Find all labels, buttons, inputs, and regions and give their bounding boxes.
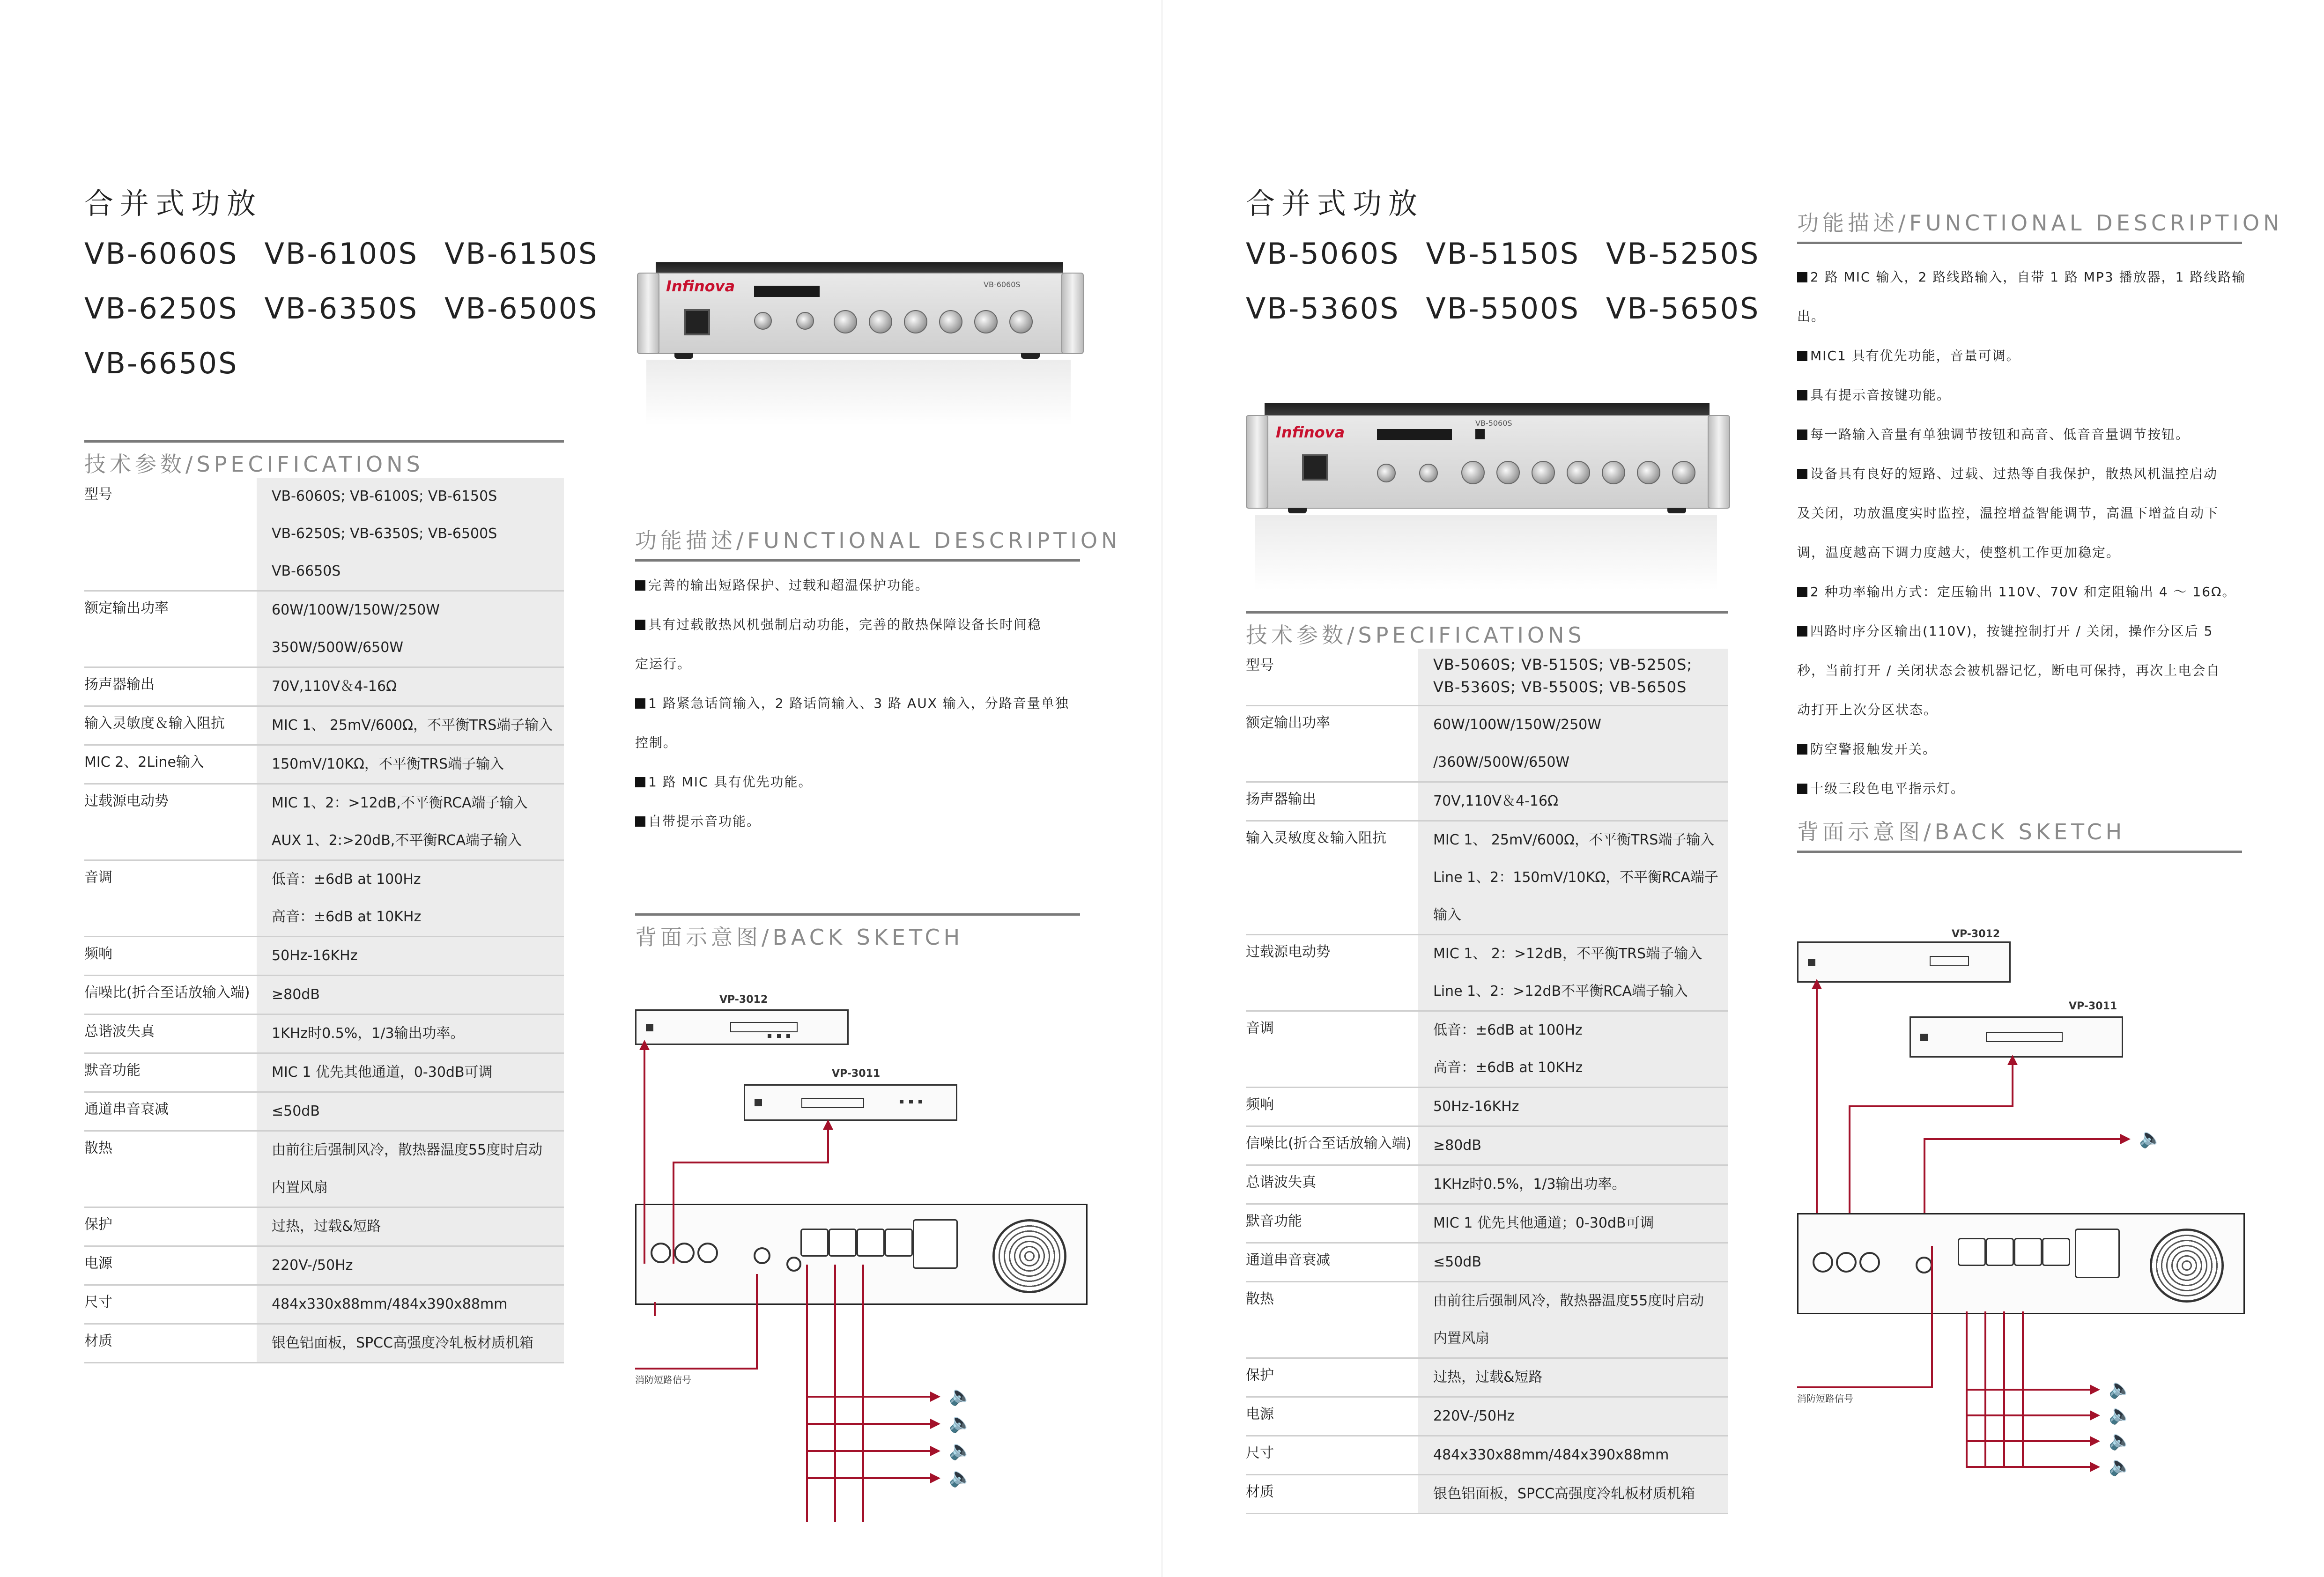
- spec-value-line: 银色铝面板，SPCC高强度冷轧板材质机箱: [272, 1335, 534, 1351]
- model-name: VB-5360S: [1246, 291, 1400, 326]
- function-item: [1797, 454, 2256, 494]
- model-row: [1246, 237, 1786, 291]
- spec-value: [1418, 782, 1728, 821]
- square-bullet-icon: [1797, 272, 1807, 282]
- spec-value: [1418, 1282, 1728, 1358]
- function-text: 秒，当前打开 / 关闭状态会被机器记忆，断电可保持，再次上电会自: [1797, 663, 2220, 678]
- spec-value: [257, 784, 564, 860]
- function-text: 及关闭，功放温度实时监控，温控增益智能调节，高温下增益自动下: [1797, 505, 2219, 521]
- spec-label: 材质: [84, 1324, 257, 1363]
- specifications-table: [84, 478, 564, 1363]
- spec-value-line: ≤50dB: [272, 1103, 320, 1119]
- power-switch-icon: [684, 309, 710, 335]
- spec-label: 电源: [84, 1246, 257, 1285]
- spec-label: 输入灵敏度＆输入阻抗: [1246, 821, 1418, 935]
- spec-row: [84, 976, 564, 1014]
- model-row: [84, 237, 624, 291]
- spec-value-line: VB-6650S: [272, 563, 341, 579]
- spec-label: 过载源电动势: [1246, 935, 1418, 1011]
- speaker-icon: 🔈: [2109, 1455, 2132, 1477]
- spec-label: 额定输出功率: [1246, 706, 1418, 782]
- spec-value-line: VB-5060S; VB-5150S; VB-5250S;: [1433, 656, 1693, 674]
- vp3011-unit: [1910, 1016, 2123, 1058]
- vp3011-label: VP-3011: [2069, 1000, 2117, 1012]
- spec-value: [257, 1092, 564, 1131]
- speaker-icon: 🔈: [2139, 1127, 2162, 1149]
- speaker-icon: 🔈: [949, 1385, 972, 1407]
- spec-row: [84, 706, 564, 745]
- spec-row: [1246, 1243, 1728, 1282]
- spec-value: [1418, 1397, 1728, 1436]
- speaker-icon: 🔈: [949, 1466, 972, 1488]
- spec-label: 音调: [84, 860, 257, 937]
- spec-value: [257, 591, 564, 667]
- function-text: 设备具有良好的短路、过载、过热等自我保护，散热风机温控启动: [1810, 466, 2218, 481]
- spec-label: 通道串音衰减: [84, 1092, 257, 1131]
- right-page: [1162, 0, 2324, 1577]
- function-text: 四路时序分区输出(110V)，按键控制打开 / 关闭，操作分区后 5: [1810, 623, 2213, 639]
- series-title: 合并式功放: [84, 186, 263, 221]
- spec-value-line: Line 1、2：>12dB不平衡RCA端子输入: [1433, 983, 1688, 1000]
- spec-value-line: 50Hz-16KHz: [1433, 1098, 1519, 1115]
- function-item: [635, 802, 1085, 841]
- square-bullet-icon: [635, 580, 645, 591]
- function-item: [1797, 730, 2256, 769]
- model-name: VB-6500S: [444, 291, 599, 326]
- spec-value-line: 70V,110V＆4-16Ω: [1433, 793, 1559, 809]
- model-name: VB-5650S: [1606, 291, 1760, 326]
- spec-value-line: 484x330x88mm/484x390x88mm: [272, 1296, 508, 1312]
- spec-value-line: Line 1、2：150mV/10KΩ，不平衡RCA端子输入: [1433, 869, 1718, 923]
- square-bullet-icon: [1797, 351, 1807, 361]
- spec-value: [257, 1053, 564, 1092]
- cooling-fan-icon: [992, 1219, 1066, 1293]
- specifications-heading: 技术参数/SPECIFICATIONS: [1246, 611, 1728, 649]
- square-bullet-icon: [635, 620, 645, 630]
- spec-value-line: MIC 1、2：>12dB,不平衡RCA端子输入: [272, 795, 528, 811]
- spec-value-line: 1KHz时0.5%，1/3输出功率。: [272, 1025, 465, 1042]
- spec-value: [1418, 1475, 1728, 1514]
- vp3012-label: VP-3012: [1952, 928, 2000, 940]
- model-list: [84, 237, 624, 401]
- speaker-icon: 🔈: [949, 1412, 972, 1434]
- function-item: [1797, 258, 2256, 336]
- amplifier-back-panel: [1797, 1213, 2245, 1314]
- spec-row: [84, 1207, 564, 1246]
- amplifier-front-image: [637, 262, 1082, 431]
- function-text: 定运行。: [635, 656, 692, 672]
- spec-row: [1246, 821, 1728, 935]
- spec-value: [257, 1014, 564, 1053]
- spec-value-line: 高音：±6dB at 10KHz: [1433, 1059, 1583, 1076]
- function-item: [1797, 690, 2256, 730]
- spec-row: [1246, 1475, 1728, 1514]
- fire-signal-note: 消防短路信号: [635, 1374, 691, 1385]
- spec-value: [1418, 1358, 1728, 1397]
- spec-value-line: 银色铝面板，SPCC高强度冷轧板材质机箱: [1433, 1486, 1695, 1502]
- model-name: VB-6100S: [264, 237, 418, 271]
- specifications-heading: 技术参数/SPECIFICATIONS: [84, 440, 564, 478]
- model-name: VB-6350S: [264, 291, 418, 326]
- spec-label: 默音功能: [84, 1053, 257, 1092]
- vp3011-label: VP-3011: [832, 1068, 881, 1080]
- spec-value: [257, 745, 564, 784]
- spec-row: [84, 745, 564, 784]
- device-model-label: VB-6060S: [984, 280, 1021, 289]
- function-item: [1797, 336, 2256, 376]
- spec-label: 音调: [1246, 1011, 1418, 1088]
- fire-signal-note: 消防短路信号: [1797, 1393, 1853, 1404]
- functional-description-heading: 功能描述/FUNCTIONAL DESCRIPTION: [635, 524, 1080, 562]
- spec-value-line: VB-6250S; VB-6350S; VB-6500S: [272, 526, 497, 542]
- spec-value: [1418, 1243, 1728, 1282]
- spec-value: [1418, 935, 1728, 1011]
- spec-value-line: MIC 1、 25mV/600Ω，不平衡TRS端子输入: [272, 717, 553, 733]
- functional-description-list: [1797, 258, 2256, 808]
- spec-row: [84, 937, 564, 976]
- model-name: VB-6250S: [84, 291, 238, 326]
- square-bullet-icon: [1797, 469, 1807, 479]
- spec-row: [1246, 1165, 1728, 1204]
- spec-row: [84, 1014, 564, 1053]
- specifications-table: [1246, 649, 1728, 1514]
- functional-description-list: [635, 566, 1085, 841]
- spec-value-line: VB-5360S; VB-5500S; VB-5650S: [1433, 678, 1687, 696]
- model-name: VB-5500S: [1426, 291, 1580, 326]
- spec-label: 通道串音衰减: [1246, 1243, 1418, 1282]
- function-text: 具有过载散热风机强制启动功能，完善的散热保障设备长时间稳: [648, 617, 1042, 632]
- vp3011-unit: [744, 1084, 957, 1121]
- spec-value: [257, 1285, 564, 1324]
- function-item: [1797, 533, 2256, 572]
- amplifier-back-panel: [635, 1204, 1088, 1305]
- spec-value: [1418, 1165, 1728, 1204]
- spec-label: 散热: [1246, 1282, 1418, 1358]
- function-item: [635, 644, 1085, 684]
- spec-label: 材质: [1246, 1475, 1418, 1514]
- spec-value: [1418, 1436, 1728, 1475]
- function-text: 动打开上次分区状态。: [1797, 702, 1938, 718]
- spec-row: [1246, 706, 1728, 782]
- function-text: 1 路紧急话筒输入，2 路话筒输入、3 路 AUX 输入，分路音量单独: [648, 696, 1069, 711]
- spec-label: 频响: [1246, 1088, 1418, 1126]
- function-item: [1797, 612, 2256, 651]
- spec-value-line: AUX 1、2:>20dB,不平衡RCA端子输入: [272, 832, 522, 849]
- function-item: [635, 566, 1085, 605]
- device-model-label: VB-5060S: [1475, 419, 1512, 428]
- square-bullet-icon: [1797, 784, 1807, 794]
- spec-value-line: 高音：±6dB at 10KHz: [272, 909, 422, 925]
- spec-label: 型号: [1246, 649, 1418, 706]
- spec-value-line: MIC 1、 25mV/600Ω，不平衡TRS端子输入: [1433, 832, 1715, 848]
- spec-value-line: 350W/500W/650W: [272, 639, 403, 656]
- spec-row: [1246, 1397, 1728, 1436]
- function-text: 完善的输出短路保护、过载和超温保护功能。: [648, 577, 930, 593]
- spec-value-line: 内置风扇: [1433, 1330, 1489, 1347]
- function-text: 十级三段色电平指示灯。: [1810, 781, 1965, 796]
- function-item: [1797, 415, 2256, 454]
- spec-value: [1418, 1126, 1728, 1165]
- spec-value: [257, 976, 564, 1014]
- spec-value: [1418, 1088, 1728, 1126]
- back-sketch-heading: 背面示意图/BACK SKETCH: [1797, 815, 2242, 853]
- spec-value: [1418, 706, 1728, 782]
- speaker-icon: 🔈: [949, 1439, 972, 1461]
- spec-value: [257, 478, 564, 591]
- function-text: 防空警报触发开关。: [1810, 741, 1937, 757]
- amplifier-front-image: [1246, 403, 1728, 600]
- function-text: 每一路输入音量有单独调节按钮和高音、低音音量调节按钮。: [1810, 427, 2190, 442]
- spec-value: [257, 1324, 564, 1363]
- spec-label: 总谐波失真: [1246, 1165, 1418, 1204]
- spec-row: [84, 1131, 564, 1207]
- spec-value-line: ≥80dB: [272, 986, 320, 1003]
- spec-value-line: 220V-/50Hz: [1433, 1408, 1515, 1424]
- spec-row: [1246, 1358, 1728, 1397]
- spec-row: [1246, 1126, 1728, 1165]
- power-switch-icon: [1302, 454, 1328, 481]
- spec-label: MIC 2、2Line输入: [84, 745, 257, 784]
- spec-value-line: 低音：±6dB at 100Hz: [1433, 1022, 1583, 1038]
- spec-value: [1418, 649, 1728, 706]
- spec-row: [84, 1053, 564, 1092]
- spec-row: [1246, 1282, 1728, 1358]
- model-row: [84, 346, 624, 401]
- spec-value-line: ≥80dB: [1433, 1137, 1481, 1154]
- speaker-icon: 🔈: [2109, 1378, 2132, 1399]
- spec-row: [1246, 935, 1728, 1011]
- cooling-fan-icon: [2150, 1229, 2224, 1303]
- spec-label: 默音功能: [1246, 1204, 1418, 1243]
- spec-value: [257, 1131, 564, 1207]
- function-item: [635, 763, 1085, 802]
- spec-value-line: /360W/500W/650W: [1433, 754, 1570, 770]
- spec-row: [84, 784, 564, 860]
- spec-label: 信噪比(折合至话放输入端): [1246, 1126, 1418, 1165]
- spec-value-line: 70V,110V＆4-16Ω: [272, 678, 397, 695]
- square-bullet-icon: [635, 816, 645, 827]
- spec-label: 散热: [84, 1131, 257, 1207]
- spec-row: [84, 1092, 564, 1131]
- model-row: [1246, 291, 1786, 346]
- spec-row: [84, 1246, 564, 1285]
- function-item: [635, 723, 1085, 763]
- spec-value-line: 过热，过载&短路: [272, 1218, 381, 1235]
- back-sketch-diagram: [635, 984, 1085, 1499]
- series-title: 合并式功放: [1246, 186, 1424, 221]
- function-text: 2 路 MIC 输入，2 路线路输入，自带 1 路 MP3 播放器，1 路线路输出。: [1797, 269, 2246, 324]
- spec-row: [1246, 782, 1728, 821]
- spec-value: [257, 860, 564, 937]
- spec-label: 信噪比(折合至话放输入端): [84, 976, 257, 1014]
- spec-value: [257, 706, 564, 745]
- spec-value: [1418, 1204, 1728, 1243]
- spec-value-line: 1KHz时0.5%，1/3输出功率。: [1433, 1176, 1626, 1192]
- spec-row: [84, 1285, 564, 1324]
- speaker-icon: 🔈: [2109, 1429, 2132, 1451]
- spec-label: 尺寸: [1246, 1436, 1418, 1475]
- model-list: [1246, 237, 1786, 346]
- vp3012-label: VP-3012: [719, 994, 768, 1006]
- vp3012-unit: [1797, 941, 2011, 983]
- vp3012-unit: [635, 1009, 849, 1045]
- functional-description-heading: 功能描述/FUNCTIONAL DESCRIPTION: [1797, 206, 2242, 244]
- spec-label: 总谐波失真: [84, 1014, 257, 1053]
- square-bullet-icon: [1797, 744, 1807, 755]
- model-name: VB-5250S: [1606, 237, 1760, 271]
- function-text: 具有提示音按键功能。: [1810, 387, 1951, 403]
- square-bullet-icon: [1797, 390, 1807, 400]
- spec-row: [1246, 1011, 1728, 1088]
- spec-label: 尺寸: [84, 1285, 257, 1324]
- spec-row: [84, 860, 564, 937]
- model-name: VB-6060S: [84, 237, 238, 271]
- square-bullet-icon: [1797, 587, 1807, 597]
- speaker-icon: 🔈: [2109, 1404, 2132, 1425]
- function-text: 自带提示音功能。: [648, 814, 761, 829]
- function-item: [635, 605, 1085, 644]
- square-bullet-icon: [635, 698, 645, 709]
- spec-value-line: 50Hz-16KHz: [272, 948, 358, 964]
- square-bullet-icon: [1797, 429, 1807, 440]
- spec-label: 输入灵敏度＆输入阻抗: [84, 706, 257, 745]
- function-item: [1797, 572, 2256, 612]
- function-text: 调，温度越高下调力度越大，使整机工作更加稳定。: [1797, 545, 2121, 560]
- function-text: 1 路 MIC 具有优先功能。: [648, 774, 813, 790]
- spec-row: [1246, 1436, 1728, 1475]
- spec-value-line: 484x330x88mm/484x390x88mm: [1433, 1447, 1669, 1463]
- spec-value-line: 150mV/10KΩ，不平衡TRS端子输入: [272, 756, 504, 772]
- function-item: [1797, 376, 2256, 415]
- model-name: VB-5150S: [1426, 237, 1580, 271]
- spec-value-line: VB-6060S; VB-6100S; VB-6150S: [272, 488, 497, 504]
- spec-value: [257, 937, 564, 976]
- spec-value-line: 低音：±6dB at 100Hz: [272, 871, 421, 888]
- spec-value-line: 60W/100W/150W/250W: [272, 602, 440, 618]
- spec-value-line: MIC 1、 2：>12dB，不平衡TRS端子输入: [1433, 946, 1702, 962]
- square-bullet-icon: [635, 777, 645, 787]
- function-item: [1797, 769, 2256, 808]
- spec-row: [84, 591, 564, 667]
- back-sketch-heading: 背面示意图/BACK SKETCH: [635, 913, 1080, 951]
- spec-value: [1418, 1011, 1728, 1088]
- spec-label: 型号: [84, 478, 257, 591]
- brand-logo: Infinova: [1276, 423, 1345, 441]
- spec-label: 频响: [84, 937, 257, 976]
- function-text: 2 种功率输出方式：定压输出 110V、70V 和定阻输出 4 ～ 16Ω。: [1810, 584, 2236, 600]
- model-name: VB-6150S: [444, 237, 599, 271]
- spec-value-line: 220V-/50Hz: [272, 1257, 353, 1273]
- spec-value-line: ≤50dB: [1433, 1254, 1481, 1270]
- spec-value: [257, 1246, 564, 1285]
- function-item: [1797, 494, 2256, 533]
- brand-logo: Infinova: [666, 277, 735, 295]
- spec-value-line: 60W/100W/150W/250W: [1433, 717, 1601, 733]
- spec-label: 电源: [1246, 1397, 1418, 1436]
- function-item: [1797, 651, 2256, 690]
- spec-row: [84, 667, 564, 706]
- spec-value-line: 由前往后强制风冷，散热器温度55度时启动: [1433, 1293, 1704, 1309]
- spec-label: 保护: [84, 1207, 257, 1246]
- spec-value-line: MIC 1 优先其他通道；0-30dB可调: [1433, 1215, 1654, 1231]
- model-row: [84, 291, 624, 346]
- square-bullet-icon: [1797, 626, 1807, 637]
- spec-row: [1246, 1088, 1728, 1126]
- spec-row: [1246, 649, 1728, 706]
- spec-label: 保护: [1246, 1358, 1418, 1397]
- spec-value-line: 由前往后强制风冷，散热器温度55度时启动: [272, 1142, 543, 1158]
- spec-value: [257, 667, 564, 706]
- spec-label: 过载源电动势: [84, 784, 257, 860]
- spec-value: [1418, 821, 1728, 935]
- spec-label: 扬声器输出: [1246, 782, 1418, 821]
- function-item: [635, 684, 1085, 723]
- model-name: VB-5060S: [1246, 237, 1400, 271]
- spec-value-line: 内置风扇: [272, 1179, 328, 1196]
- spec-value-line: 过热，过载&短路: [1433, 1369, 1543, 1385]
- spec-row: [84, 1324, 564, 1363]
- function-text: MIC1 具有优先功能，音量可调。: [1810, 348, 2021, 363]
- model-name: VB-6650S: [84, 346, 238, 380]
- spec-label: 额定输出功率: [84, 591, 257, 667]
- spec-value-line: MIC 1 优先其他通道，0-30dB可调: [272, 1064, 493, 1081]
- back-sketch-diagram: [1797, 918, 2265, 1508]
- spec-label: 扬声器输出: [84, 667, 257, 706]
- spec-row: [1246, 1204, 1728, 1243]
- function-text: 控制。: [635, 735, 678, 750]
- spec-value: [257, 1207, 564, 1246]
- spec-row: [84, 478, 564, 591]
